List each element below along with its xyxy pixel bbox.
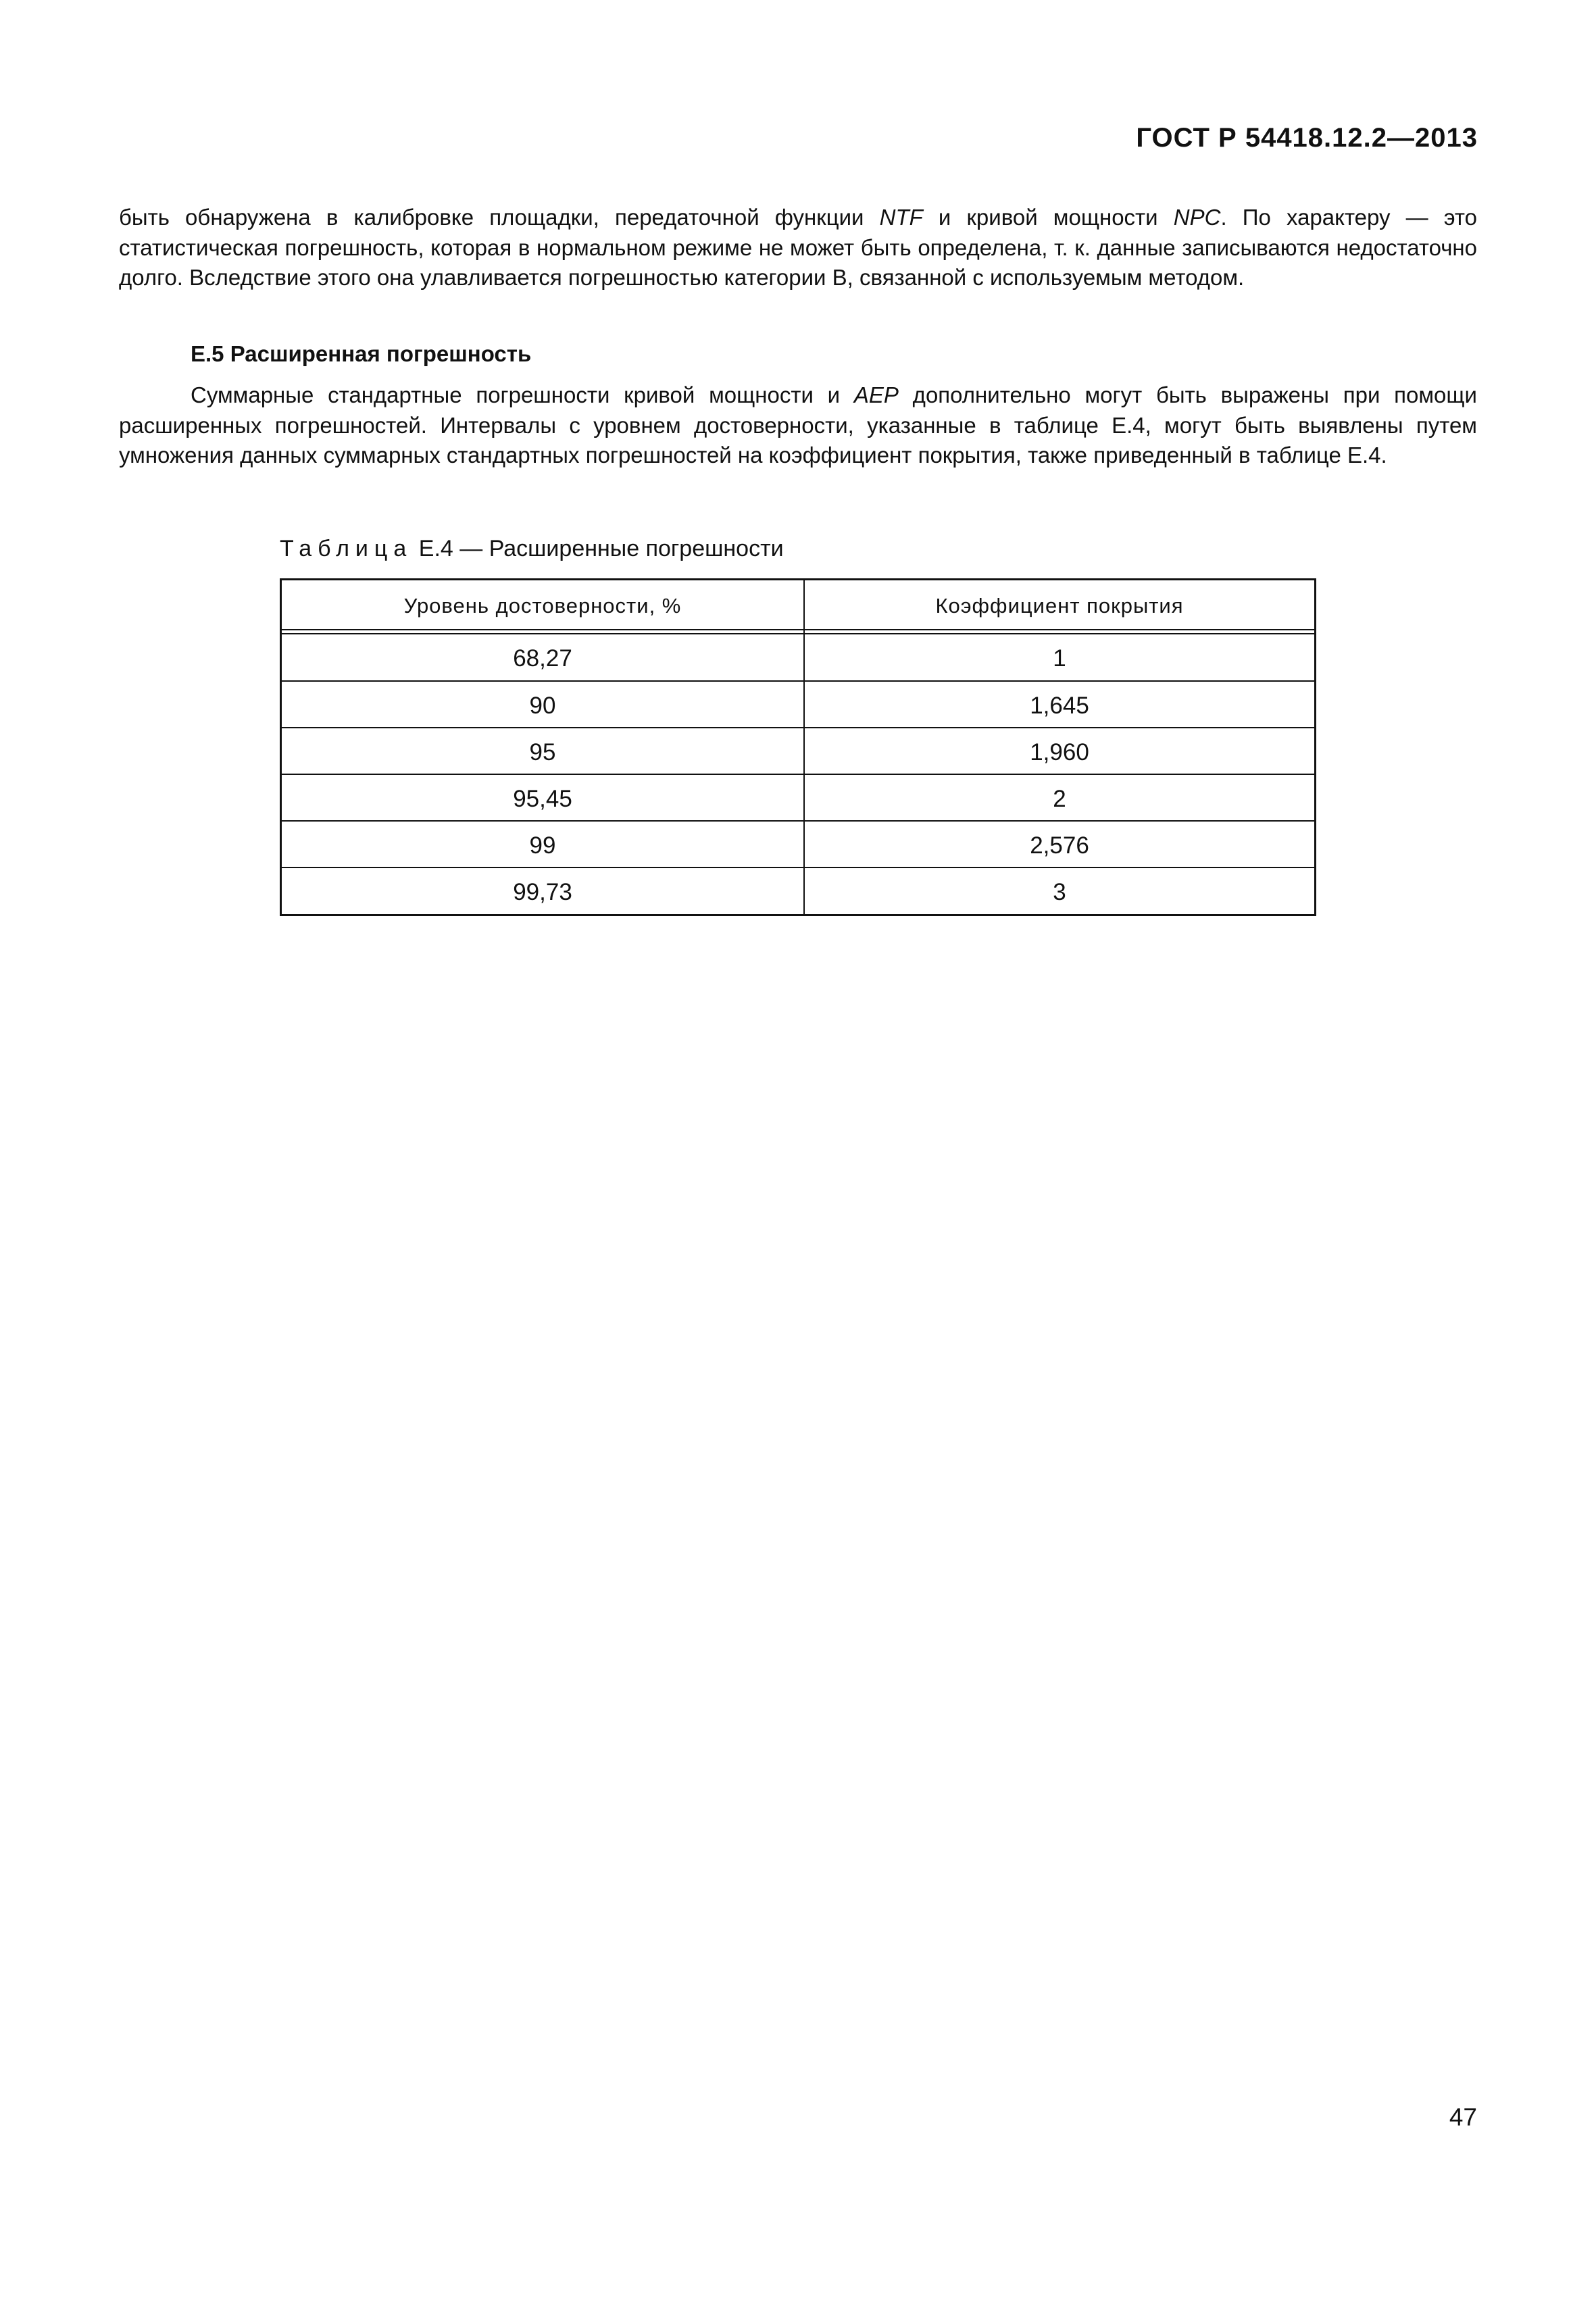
ntf-term: NTF (879, 205, 923, 230)
table-caption-text: Е.4 — Расширенные погрешности (418, 536, 784, 561)
table-row (282, 682, 1314, 728)
confidence-level-cell: 68,27 (513, 645, 572, 672)
npc-term: NPC (1173, 205, 1221, 230)
document-code-header: ГОСТ Р 54418.12.2—2013 (1136, 123, 1478, 153)
coverage-factor-cell: 1,960 (1030, 739, 1089, 765)
table-header-confidence-level: Уровень достоверности, % (403, 594, 682, 618)
page-number: 47 (1449, 2103, 1477, 2131)
aep-term: AEP (853, 382, 899, 407)
paragraph-2-text-b: дополнительно могут быть выражены при помощи расширенных погрешностей. Интервалы с уровнем достоверности, указанные в таблице Е.4, могут быть выявлены путем умножения данных суммарных стандартных погрешностей на коэффициент покрытия, также приведенный в таблице Е.4. (119, 382, 1477, 468)
table-row (282, 634, 1314, 682)
table-row (282, 822, 1314, 868)
confidence-level-cell: 90 (529, 693, 556, 719)
coverage-factor-cell: 1,645 (1030, 693, 1089, 719)
table-header-double-rule (282, 629, 1314, 634)
confidence-level-cell: 99,73 (513, 879, 572, 905)
table-header-coverage-factor: Коэффициент покрытия (935, 594, 1184, 618)
paragraph-2-text-a: Суммарные стандартные погрешности кривой мощности и (191, 382, 854, 407)
coverage-factor-cell: 2,576 (1030, 832, 1089, 859)
section-heading: Е.5 Расширенная погрешность (191, 341, 532, 366)
paragraph-1-text-b: и кривой мощности (922, 205, 1174, 230)
coverage-factor-cell: 2 (1053, 786, 1066, 812)
confidence-level-cell: 99 (529, 832, 556, 859)
coverage-factor-cell: 3 (1053, 879, 1066, 905)
table-caption (280, 536, 784, 562)
table-row (282, 775, 1314, 822)
table-row (282, 868, 1314, 914)
paragraph-1 (119, 203, 1477, 293)
paragraph-1-text-c: . По характеру — это статистическая погрешность, которая в нормальном режиме не может быть определена, т. к. данные записываются недостаточно долго. Вследствие этого она улавливается погрешностью категории В, связанной с используемым методом. (119, 205, 1477, 290)
table-header-row (282, 580, 1314, 630)
confidence-level-cell: 95 (529, 739, 556, 765)
paragraph-1-text-a: быть обнаружена в калибровке площадки, передаточной функции (119, 205, 880, 230)
confidence-level-cell: 95,45 (513, 786, 572, 812)
table-row (282, 728, 1314, 775)
paragraph-2 (119, 380, 1477, 471)
coverage-factor-table (280, 578, 1316, 916)
coverage-factor-cell: 1 (1053, 645, 1066, 672)
table-caption-label: Таблица (280, 536, 413, 561)
